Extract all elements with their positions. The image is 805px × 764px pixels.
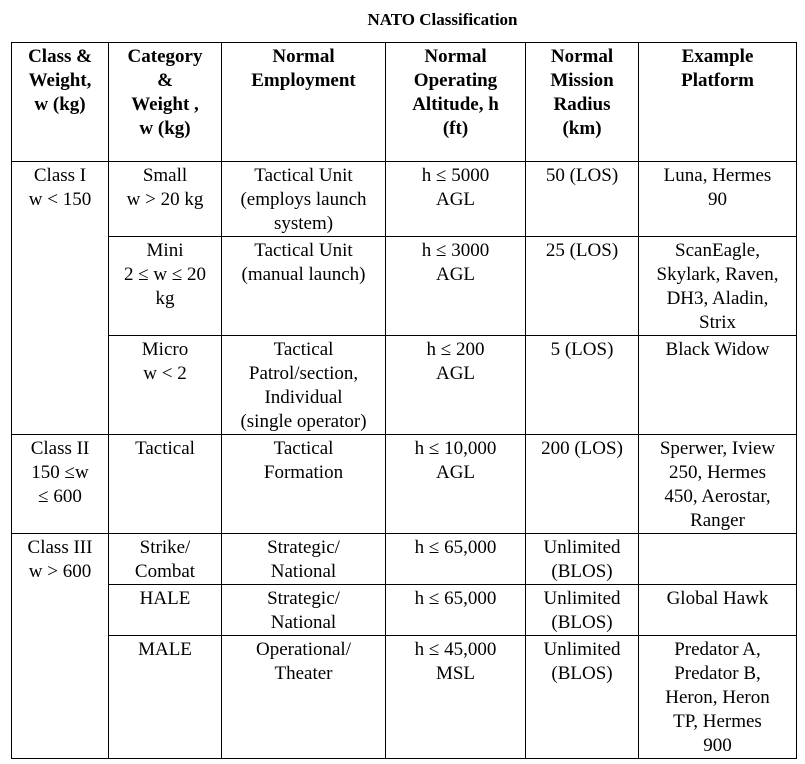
platform-cell: Predator A, Predator B, Heron, Heron TP, Hermes 900: [639, 636, 797, 759]
altitude-cell: h ≤ 200 AGL: [386, 336, 526, 435]
table-row: [12, 162, 797, 237]
table-row: [12, 435, 797, 534]
table-row: [12, 636, 797, 759]
nato-classification-table: [11, 42, 797, 759]
radius-cell: 200 (LOS): [526, 435, 639, 534]
header-platform: Example Platform: [639, 43, 797, 162]
table-title: NATO Classification: [367, 10, 518, 29]
platform-cell: Luna, Hermes 90: [639, 162, 797, 237]
radius-cell: Unlimited (BLOS): [526, 585, 639, 636]
header-radius: Normal Mission Radius (km): [526, 43, 639, 162]
radius-cell: 25 (LOS): [526, 237, 639, 336]
table-row: [12, 237, 797, 336]
category-cell: Micro w < 2: [109, 336, 222, 435]
header-employment: Normal Employment: [222, 43, 386, 162]
altitude-cell: h ≤ 65,000: [386, 585, 526, 636]
category-cell: Tactical: [109, 435, 222, 534]
altitude-cell: h ≤ 65,000: [386, 534, 526, 585]
category-cell: HALE: [109, 585, 222, 636]
header-row: [12, 43, 797, 162]
category-cell: MALE: [109, 636, 222, 759]
radius-cell: 50 (LOS): [526, 162, 639, 237]
category-cell: Small w > 20 kg: [109, 162, 222, 237]
radius-cell: 5 (LOS): [526, 336, 639, 435]
altitude-cell: h ≤ 3000 AGL: [386, 237, 526, 336]
platform-cell: [639, 534, 797, 585]
class-cell: Class I w < 150: [12, 162, 109, 435]
category-cell: Mini 2 ≤ w ≤ 20 kg: [109, 237, 222, 336]
category-cell: Strike/ Combat: [109, 534, 222, 585]
class-cell: Class II 150 ≤w ≤ 600: [12, 435, 109, 534]
altitude-cell: h ≤ 10,000 AGL: [386, 435, 526, 534]
employment-cell: Operational/ Theater: [222, 636, 386, 759]
table-row: [12, 585, 797, 636]
table-row: [12, 336, 797, 435]
platform-cell: Black Widow: [639, 336, 797, 435]
employment-cell: Tactical Unit (employs launch system): [222, 162, 386, 237]
platform-cell: ScanEagle, Skylark, Raven, DH3, Aladin, Strix: [639, 237, 797, 336]
class-cell: Class III w > 600: [12, 534, 109, 759]
employment-cell: Tactical Formation: [222, 435, 386, 534]
table-row: [12, 534, 797, 585]
header-class-weight: Class & Weight, w (kg): [12, 43, 109, 162]
header-category-weight: Category & Weight , w (kg): [109, 43, 222, 162]
header-altitude: Normal Operating Altitude, h (ft): [386, 43, 526, 162]
platform-cell: Sperwer, Iview 250, Hermes 450, Aerostar, Ranger: [639, 435, 797, 534]
altitude-cell: h ≤ 45,000 MSL: [386, 636, 526, 759]
platform-cell: Global Hawk: [639, 585, 797, 636]
employment-cell: Strategic/ National: [222, 585, 386, 636]
radius-cell: Unlimited (BLOS): [526, 534, 639, 585]
employment-cell: Tactical Patrol/section, Individual (single operator): [222, 336, 386, 435]
employment-cell: Strategic/ National: [222, 534, 386, 585]
employment-cell: Tactical Unit (manual launch): [222, 237, 386, 336]
altitude-cell: h ≤ 5000 AGL: [386, 162, 526, 237]
radius-cell: Unlimited (BLOS): [526, 636, 639, 759]
